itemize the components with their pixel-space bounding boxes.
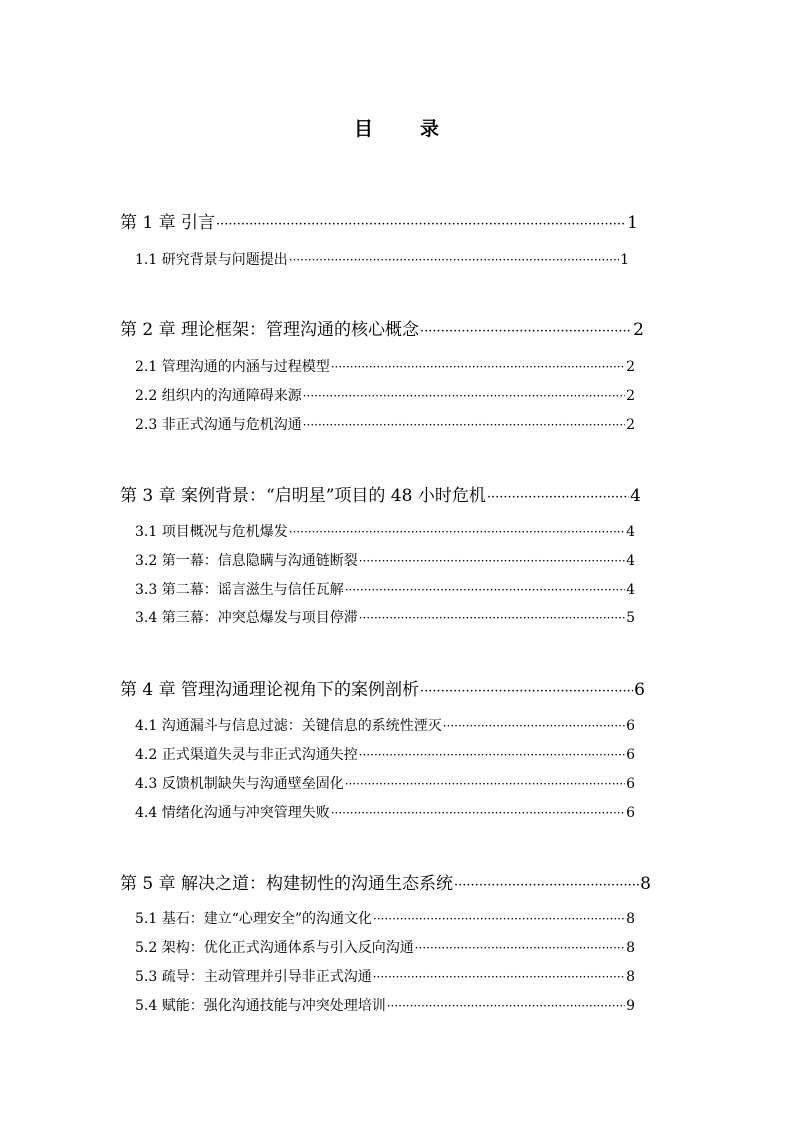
toc-section-2-2[interactable] bbox=[135, 385, 635, 405]
toc-section-3-4[interactable] bbox=[135, 607, 635, 627]
section-label: 5.3 疏导：主动管理并引导非正式沟通 bbox=[135, 969, 372, 985]
chapter-label: 第 5 章 解决之道：构建韧性的沟通生态系统 bbox=[120, 874, 454, 894]
leader-dots bbox=[373, 912, 625, 926]
section-label: 4.2 正式渠道失灵与非正式沟通失控 bbox=[135, 747, 358, 763]
section-label: 5.2 架构：优化正式沟通体系与引入反向沟通 bbox=[135, 940, 414, 956]
leader-dots bbox=[289, 525, 625, 539]
toc-section-3-1[interactable] bbox=[135, 521, 635, 541]
leader-dots bbox=[331, 806, 625, 820]
section-label: 2.2 组织内的沟通障碍来源 bbox=[135, 388, 302, 404]
leader-dots bbox=[345, 777, 625, 791]
page-number: 2 bbox=[633, 320, 644, 340]
section-label: 2.3 非正式沟通与危机沟通 bbox=[135, 417, 302, 433]
toc-chapter-5[interactable] bbox=[120, 869, 651, 894]
page-number: 6 bbox=[626, 718, 635, 734]
page-number: 1 bbox=[627, 213, 638, 233]
toc-section-2-1[interactable] bbox=[135, 356, 635, 376]
page-number: 1 bbox=[620, 252, 629, 268]
leader-dots bbox=[345, 583, 625, 597]
page-number: 6 bbox=[626, 747, 635, 763]
section-label: 3.1 项目概况与危机爆发 bbox=[135, 524, 288, 540]
page-number: 2 bbox=[626, 359, 635, 375]
toc-section-4-1[interactable] bbox=[135, 715, 635, 735]
page-number: 2 bbox=[626, 388, 635, 404]
leader-dots bbox=[454, 878, 639, 893]
chapter-label: 第 3 章 案例背景：“启明星”项目的 48 小时危机 bbox=[120, 486, 486, 506]
toc-chapter-2[interactable] bbox=[120, 315, 644, 340]
leader-dots bbox=[443, 719, 625, 733]
chapter-label: 第 2 章 理论框架：管理沟通的核心概念 bbox=[120, 320, 420, 340]
toc-chapter-4[interactable] bbox=[120, 675, 645, 700]
section-label: 5.1 基石：建立“心理安全”的沟通文化 bbox=[135, 911, 373, 927]
page-number: 4 bbox=[630, 486, 641, 506]
page-number: 6 bbox=[626, 776, 635, 792]
leader-dots bbox=[216, 217, 626, 232]
section-label: 4.1 沟通漏斗与信息过滤：关键信息的系统性湮灭 bbox=[135, 718, 442, 734]
page-number: 6 bbox=[626, 805, 635, 821]
toc-section-3-3[interactable] bbox=[135, 579, 635, 599]
toc-section-5-4[interactable] bbox=[135, 995, 635, 1015]
toc-section-4-4[interactable] bbox=[135, 802, 635, 822]
section-label: 3.2 第一幕：信息隐瞒与沟通链断裂 bbox=[135, 553, 358, 569]
toc-title: 目 录 bbox=[353, 118, 453, 140]
section-label: 1.1 研究背景与问题提出 bbox=[135, 252, 288, 268]
page-number: 4 bbox=[626, 582, 635, 598]
leader-dots bbox=[331, 360, 625, 374]
section-label: 5.4 赋能：强化沟通技能与冲突处理培训 bbox=[135, 998, 386, 1014]
toc-section-5-1[interactable] bbox=[135, 908, 635, 928]
page-number: 2 bbox=[626, 417, 635, 433]
toc-section-4-2[interactable] bbox=[135, 744, 635, 764]
leader-dots bbox=[415, 941, 625, 955]
page-number: 6 bbox=[634, 680, 645, 700]
leader-dots bbox=[420, 684, 633, 699]
toc-section-4-3[interactable] bbox=[135, 773, 635, 793]
section-label: 4.4 情绪化沟通与冲突管理失败 bbox=[135, 805, 330, 821]
section-label: 3.4 第三幕：冲突总爆发与项目停滞 bbox=[135, 610, 358, 626]
section-label: 4.3 反馈机制缺失与沟通壁垒固化 bbox=[135, 776, 344, 792]
section-label: 3.3 第二幕：谣言滋生与信任瓦解 bbox=[135, 582, 344, 598]
page-number: 8 bbox=[626, 911, 635, 927]
chapter-label: 第 4 章 管理沟通理论视角下的案例剖析 bbox=[120, 680, 420, 700]
chapter-label: 第 1 章 引言 bbox=[120, 213, 216, 233]
leader-dots bbox=[289, 253, 619, 267]
toc-chapter-1[interactable] bbox=[120, 208, 638, 233]
page-number: 4 bbox=[626, 524, 635, 540]
page-number: 8 bbox=[626, 940, 635, 956]
page-number: 4 bbox=[626, 553, 635, 569]
page-number: 5 bbox=[626, 610, 635, 626]
leader-dots bbox=[359, 611, 625, 625]
leader-dots bbox=[359, 554, 625, 568]
page-number: 8 bbox=[640, 874, 651, 894]
page-number: 9 bbox=[626, 998, 635, 1014]
toc-section-3-2[interactable] bbox=[135, 550, 635, 570]
leader-dots bbox=[359, 748, 625, 762]
toc-section-1-1[interactable] bbox=[135, 249, 629, 269]
leader-dots bbox=[420, 324, 632, 339]
section-label: 2.1 管理沟通的内涵与过程模型 bbox=[135, 359, 330, 375]
leader-dots bbox=[373, 970, 625, 984]
toc-section-5-3[interactable] bbox=[135, 966, 635, 986]
toc-section-5-2[interactable] bbox=[135, 937, 635, 957]
toc-chapter-3[interactable] bbox=[120, 481, 641, 506]
leader-dots bbox=[387, 999, 625, 1013]
leader-dots bbox=[303, 389, 625, 403]
leader-dots bbox=[487, 490, 629, 505]
page-number: 8 bbox=[626, 969, 635, 985]
leader-dots bbox=[303, 418, 625, 432]
toc-section-2-3[interactable] bbox=[135, 414, 635, 434]
